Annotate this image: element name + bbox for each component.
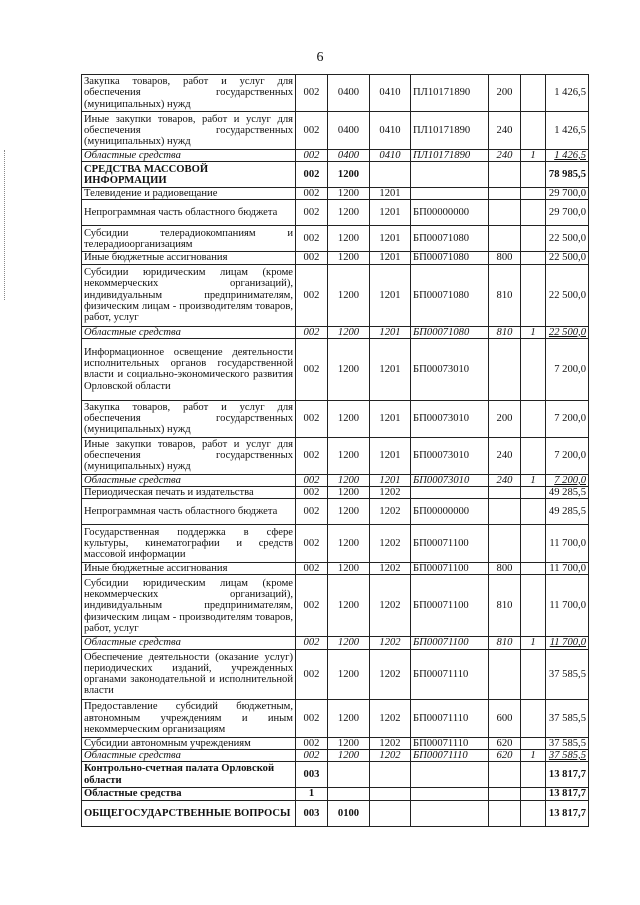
section-code-cell: 1200 <box>328 252 370 264</box>
section-code-cell: 1200 <box>328 474 370 486</box>
amount-cell: 13 817,7 <box>546 788 589 801</box>
item-name-cell: Иные бюджетные ассигнования <box>82 563 296 575</box>
subsection-code-cell: 1201 <box>370 326 411 338</box>
ministry-code-cell: 002 <box>296 563 328 575</box>
table-row <box>82 788 589 801</box>
funding-source-cell <box>521 801 546 827</box>
funding-source-cell <box>521 437 546 474</box>
item-name-cell: Непрограммная часть областного бюджета <box>82 200 296 226</box>
expense-type-cell: 200 <box>489 75 521 112</box>
expense-type-cell <box>489 226 521 252</box>
target-article-cell: БП00071110 <box>411 737 489 749</box>
table-row <box>82 112 589 150</box>
target-article-cell: БП00071080 <box>411 226 489 252</box>
funding-source-cell <box>521 699 546 737</box>
expense-type-cell: 240 <box>489 150 521 162</box>
section-code-cell: 1200 <box>328 499 370 525</box>
amount-cell: 13 817,7 <box>546 762 589 788</box>
item-name-cell: Периодическая печать и издательства <box>82 487 296 499</box>
funding-source-cell <box>521 649 546 699</box>
item-name-cell: Обеспечение деятельности (оказание услуг) периодических изданий, учрежденных органами законодательной и исполнительной власти <box>82 649 296 699</box>
target-article-cell: ПЛ10171890 <box>411 75 489 112</box>
item-name-cell: Субсидии юридическим лицам (кроме некоммерческих организаций), индивидуальным предпринимателям, физическим лицам - производителям товаров, работ, услуг <box>82 575 296 637</box>
item-name-cell: Непрограммная часть областного бюджета <box>82 499 296 525</box>
expense-type-cell: 810 <box>489 575 521 637</box>
table-row <box>82 499 589 525</box>
item-name-cell: Областные средства <box>82 788 296 801</box>
item-name-cell: Иные закупки товаров, работ и услуг для обеспечения государственных (муниципальных) нужд <box>82 112 296 150</box>
ministry-code-cell: 002 <box>296 487 328 499</box>
ministry-code-cell: 002 <box>296 525 328 563</box>
table-row <box>82 188 589 200</box>
subsection-code-cell: 0410 <box>370 112 411 150</box>
section-code-cell: 1200 <box>328 338 370 400</box>
item-name-cell: Областные средства <box>82 150 296 162</box>
section-code-cell: 1200 <box>328 649 370 699</box>
section-code-cell: 0400 <box>328 112 370 150</box>
ministry-code-cell: 003 <box>296 801 328 827</box>
item-name-cell: Предоставление субсидий бюджетным, автономным учреждениям и иным некоммерческим организациям <box>82 699 296 737</box>
table-row <box>82 75 589 112</box>
amount-cell: 1 426,5 <box>546 150 589 162</box>
target-article-cell: БП00071100 <box>411 575 489 637</box>
ministry-code-cell: 002 <box>296 326 328 338</box>
ministry-code-cell: 002 <box>296 737 328 749</box>
expense-type-cell: 240 <box>489 112 521 150</box>
target-article-cell: БП00071100 <box>411 525 489 563</box>
expense-type-cell <box>489 762 521 788</box>
amount-cell: 29 700,0 <box>546 200 589 226</box>
section-code-cell: 1200 <box>328 400 370 437</box>
amount-cell: 11 700,0 <box>546 525 589 563</box>
section-code-cell: 1200 <box>328 437 370 474</box>
expense-type-cell <box>489 649 521 699</box>
target-article-cell: БП00071110 <box>411 649 489 699</box>
subsection-code-cell <box>370 162 411 188</box>
expense-type-cell <box>489 200 521 226</box>
funding-source-cell: 1 <box>521 150 546 162</box>
subsection-code-cell: 1202 <box>370 699 411 737</box>
expense-type-cell: 620 <box>489 749 521 761</box>
subsection-code-cell: 1202 <box>370 499 411 525</box>
expense-type-cell <box>489 188 521 200</box>
expense-type-cell: 200 <box>489 400 521 437</box>
expense-type-cell: 240 <box>489 474 521 486</box>
section-code-cell: 1200 <box>328 326 370 338</box>
amount-cell: 78 985,5 <box>546 162 589 188</box>
table-row <box>82 801 589 827</box>
item-name-cell: Областные средства <box>82 474 296 486</box>
funding-source-cell <box>521 338 546 400</box>
subsection-code-cell: 1202 <box>370 649 411 699</box>
expense-type-cell <box>489 338 521 400</box>
ministry-code-cell: 002 <box>296 437 328 474</box>
table-row <box>82 326 589 338</box>
ministry-code-cell: 002 <box>296 637 328 649</box>
funding-source-cell: 1 <box>521 637 546 649</box>
table-row <box>82 474 589 486</box>
amount-cell: 22 500,0 <box>546 252 589 264</box>
target-article-cell: БП00071100 <box>411 637 489 649</box>
item-name-cell: Областные средства <box>82 326 296 338</box>
section-code-cell: 1200 <box>328 749 370 761</box>
funding-source-cell <box>521 226 546 252</box>
target-article-cell: БП00073010 <box>411 338 489 400</box>
item-name-cell: Областные средства <box>82 637 296 649</box>
subsection-code-cell <box>370 762 411 788</box>
target-article-cell <box>411 162 489 188</box>
item-name-cell: СРЕДСТВА МАССОВОЙ ИНФОРМАЦИИ <box>82 162 296 188</box>
section-code-cell: 1200 <box>328 226 370 252</box>
section-code-cell: 0400 <box>328 150 370 162</box>
ministry-code-cell: 002 <box>296 649 328 699</box>
table-row <box>82 437 589 474</box>
target-article-cell: БП00071080 <box>411 326 489 338</box>
ministry-code-cell: 002 <box>296 112 328 150</box>
table-row <box>82 150 589 162</box>
ministry-code-cell: 002 <box>296 252 328 264</box>
item-name-cell: Контрольно-счетная палата Орловской области <box>82 762 296 788</box>
funding-source-cell <box>521 487 546 499</box>
table-row <box>82 252 589 264</box>
target-article-cell <box>411 188 489 200</box>
table-row <box>82 162 589 188</box>
expense-type-cell: 810 <box>489 264 521 326</box>
funding-source-cell <box>521 112 546 150</box>
ministry-code-cell: 002 <box>296 75 328 112</box>
section-code-cell: 1200 <box>328 188 370 200</box>
subsection-code-cell: 1201 <box>370 226 411 252</box>
amount-cell: 49 285,5 <box>546 499 589 525</box>
subsection-code-cell: 1201 <box>370 474 411 486</box>
funding-source-cell <box>521 264 546 326</box>
page-number: 6 <box>316 50 324 65</box>
expense-type-cell <box>489 525 521 563</box>
funding-source-cell <box>521 563 546 575</box>
subsection-code-cell: 1202 <box>370 575 411 637</box>
target-article-cell <box>411 801 489 827</box>
funding-source-cell: 1 <box>521 474 546 486</box>
budget-table <box>81 74 589 827</box>
amount-cell: 1 426,5 <box>546 75 589 112</box>
subsection-code-cell: 1202 <box>370 487 411 499</box>
funding-source-cell <box>521 788 546 801</box>
amount-cell: 49 285,5 <box>546 487 589 499</box>
item-name-cell: Телевидение и радиовещание <box>82 188 296 200</box>
item-name-cell: Закупка товаров, работ и услуг для обеспечения государственных (муниципальных) нужд <box>82 400 296 437</box>
ministry-code-cell: 002 <box>296 200 328 226</box>
section-code-cell: 1200 <box>328 563 370 575</box>
subsection-code-cell: 1202 <box>370 525 411 563</box>
ministry-code-cell: 002 <box>296 400 328 437</box>
subsection-code-cell: 1201 <box>370 252 411 264</box>
table-row <box>82 737 589 749</box>
budget-table-body <box>82 75 589 827</box>
funding-source-cell <box>521 525 546 563</box>
item-name-cell: Иные бюджетные ассигнования <box>82 252 296 264</box>
item-name-cell: Субсидии юридическим лицам (кроме некоммерческих организаций), индивидуальным предпринимателям, физическим лицам - производителям товаров, работ, услуг <box>82 264 296 326</box>
target-article-cell: БП00071110 <box>411 749 489 761</box>
target-article-cell <box>411 762 489 788</box>
amount-cell: 29 700,0 <box>546 188 589 200</box>
amount-cell: 13 817,7 <box>546 801 589 827</box>
section-code-cell <box>328 762 370 788</box>
subsection-code-cell: 1201 <box>370 338 411 400</box>
margin-mark <box>4 150 6 300</box>
section-code-cell: 1200 <box>328 487 370 499</box>
target-article-cell: БП00071100 <box>411 563 489 575</box>
expense-type-cell: 810 <box>489 637 521 649</box>
expense-type-cell <box>489 162 521 188</box>
amount-cell: 37 585,5 <box>546 699 589 737</box>
ministry-code-cell: 002 <box>296 188 328 200</box>
funding-source-cell <box>521 762 546 788</box>
table-row <box>82 400 589 437</box>
expense-type-cell: 800 <box>489 563 521 575</box>
section-code-cell: 1200 <box>328 525 370 563</box>
ministry-code-cell: 002 <box>296 499 328 525</box>
funding-source-cell <box>521 75 546 112</box>
ministry-code-cell: 002 <box>296 575 328 637</box>
table-row <box>82 762 589 788</box>
amount-cell: 37 585,5 <box>546 649 589 699</box>
expense-type-cell <box>489 487 521 499</box>
expense-type-cell: 240 <box>489 437 521 474</box>
target-article-cell: БП00000000 <box>411 499 489 525</box>
table-row <box>82 699 589 737</box>
item-name-cell: Информационное освещение деятельности исполнительных органов государственной власти и социально-экономического развития Орловской области <box>82 338 296 400</box>
section-code-cell: 1200 <box>328 162 370 188</box>
item-name-cell: Субсидии автономным учреждениям <box>82 737 296 749</box>
expense-type-cell <box>489 788 521 801</box>
expense-type-cell: 600 <box>489 699 521 737</box>
table-row <box>82 200 589 226</box>
ministry-code-cell: 1 <box>296 788 328 801</box>
ministry-code-cell: 002 <box>296 162 328 188</box>
expense-type-cell: 620 <box>489 737 521 749</box>
funding-source-cell: 1 <box>521 326 546 338</box>
table-row <box>82 338 589 400</box>
section-code-cell: 1200 <box>328 699 370 737</box>
target-article-cell: БП00000000 <box>411 200 489 226</box>
expense-type-cell: 810 <box>489 326 521 338</box>
funding-source-cell <box>521 200 546 226</box>
subsection-code-cell: 0410 <box>370 75 411 112</box>
funding-source-cell <box>521 188 546 200</box>
section-code-cell: 1200 <box>328 637 370 649</box>
section-code-cell: 1200 <box>328 264 370 326</box>
amount-cell: 1 426,5 <box>546 112 589 150</box>
expense-type-cell <box>489 499 521 525</box>
section-code-cell: 1200 <box>328 737 370 749</box>
target-article-cell: БП00073010 <box>411 474 489 486</box>
funding-source-cell <box>521 499 546 525</box>
ministry-code-cell: 002 <box>296 749 328 761</box>
amount-cell: 37 585,5 <box>546 737 589 749</box>
ministry-code-cell: 002 <box>296 474 328 486</box>
table-row <box>82 525 589 563</box>
section-code-cell: 1200 <box>328 200 370 226</box>
target-article-cell <box>411 487 489 499</box>
target-article-cell: БП00073010 <box>411 400 489 437</box>
target-article-cell: ПЛ10171890 <box>411 150 489 162</box>
ministry-code-cell: 002 <box>296 264 328 326</box>
amount-cell: 22 500,0 <box>546 264 589 326</box>
item-name-cell: Государственная поддержка в сфере культуры, кинематографии и средств массовой информации <box>82 525 296 563</box>
section-code-cell: 1200 <box>328 575 370 637</box>
expense-type-cell <box>489 801 521 827</box>
ministry-code-cell: 003 <box>296 762 328 788</box>
amount-cell: 11 700,0 <box>546 637 589 649</box>
table-row <box>82 226 589 252</box>
ministry-code-cell: 002 <box>296 150 328 162</box>
subsection-code-cell: 1201 <box>370 437 411 474</box>
section-code-cell: 0400 <box>328 75 370 112</box>
ministry-code-cell: 002 <box>296 338 328 400</box>
amount-cell: 22 500,0 <box>546 226 589 252</box>
subsection-code-cell <box>370 788 411 801</box>
item-name-cell: ОБЩЕГОСУДАРСТВЕННЫЕ ВОПРОСЫ <box>82 801 296 827</box>
subsection-code-cell: 1202 <box>370 737 411 749</box>
table-row <box>82 575 589 637</box>
target-article-cell: БП00071080 <box>411 264 489 326</box>
target-article-cell: БП00073010 <box>411 437 489 474</box>
amount-cell: 7 200,0 <box>546 474 589 486</box>
funding-source-cell <box>521 162 546 188</box>
table-row <box>82 487 589 499</box>
subsection-code-cell <box>370 801 411 827</box>
amount-cell: 7 200,0 <box>546 400 589 437</box>
target-article-cell: БП00071080 <box>411 252 489 264</box>
funding-source-cell <box>521 575 546 637</box>
table-row <box>82 637 589 649</box>
subsection-code-cell: 1202 <box>370 563 411 575</box>
subsection-code-cell: 1201 <box>370 200 411 226</box>
subsection-code-cell: 1201 <box>370 264 411 326</box>
ministry-code-cell: 002 <box>296 226 328 252</box>
table-row <box>82 649 589 699</box>
amount-cell: 11 700,0 <box>546 575 589 637</box>
subsection-code-cell: 1201 <box>370 400 411 437</box>
item-name-cell: Субсидии телерадиокомпаниям и телерадиоорганизациям <box>82 226 296 252</box>
amount-cell: 7 200,0 <box>546 437 589 474</box>
funding-source-cell: 1 <box>521 749 546 761</box>
table-row <box>82 749 589 761</box>
section-code-cell <box>328 788 370 801</box>
ministry-code-cell: 002 <box>296 699 328 737</box>
item-name-cell: Областные средства <box>82 749 296 761</box>
funding-source-cell <box>521 737 546 749</box>
table-row <box>82 264 589 326</box>
target-article-cell <box>411 788 489 801</box>
item-name-cell: Иные закупки товаров, работ и услуг для обеспечения государственных (муниципальных) нужд <box>82 437 296 474</box>
section-code-cell: 0100 <box>328 801 370 827</box>
subsection-code-cell: 1202 <box>370 749 411 761</box>
amount-cell: 11 700,0 <box>546 563 589 575</box>
target-article-cell: ПЛ10171890 <box>411 112 489 150</box>
subsection-code-cell: 0410 <box>370 150 411 162</box>
subsection-code-cell: 1201 <box>370 188 411 200</box>
funding-source-cell <box>521 400 546 437</box>
table-row <box>82 563 589 575</box>
amount-cell: 37 585,5 <box>546 749 589 761</box>
amount-cell: 7 200,0 <box>546 338 589 400</box>
subsection-code-cell: 1202 <box>370 637 411 649</box>
funding-source-cell <box>521 252 546 264</box>
target-article-cell: БП00071110 <box>411 699 489 737</box>
amount-cell: 22 500,0 <box>546 326 589 338</box>
item-name-cell: Закупка товаров, работ и услуг для обеспечения государственных (муниципальных) нужд <box>82 75 296 112</box>
expense-type-cell: 800 <box>489 252 521 264</box>
